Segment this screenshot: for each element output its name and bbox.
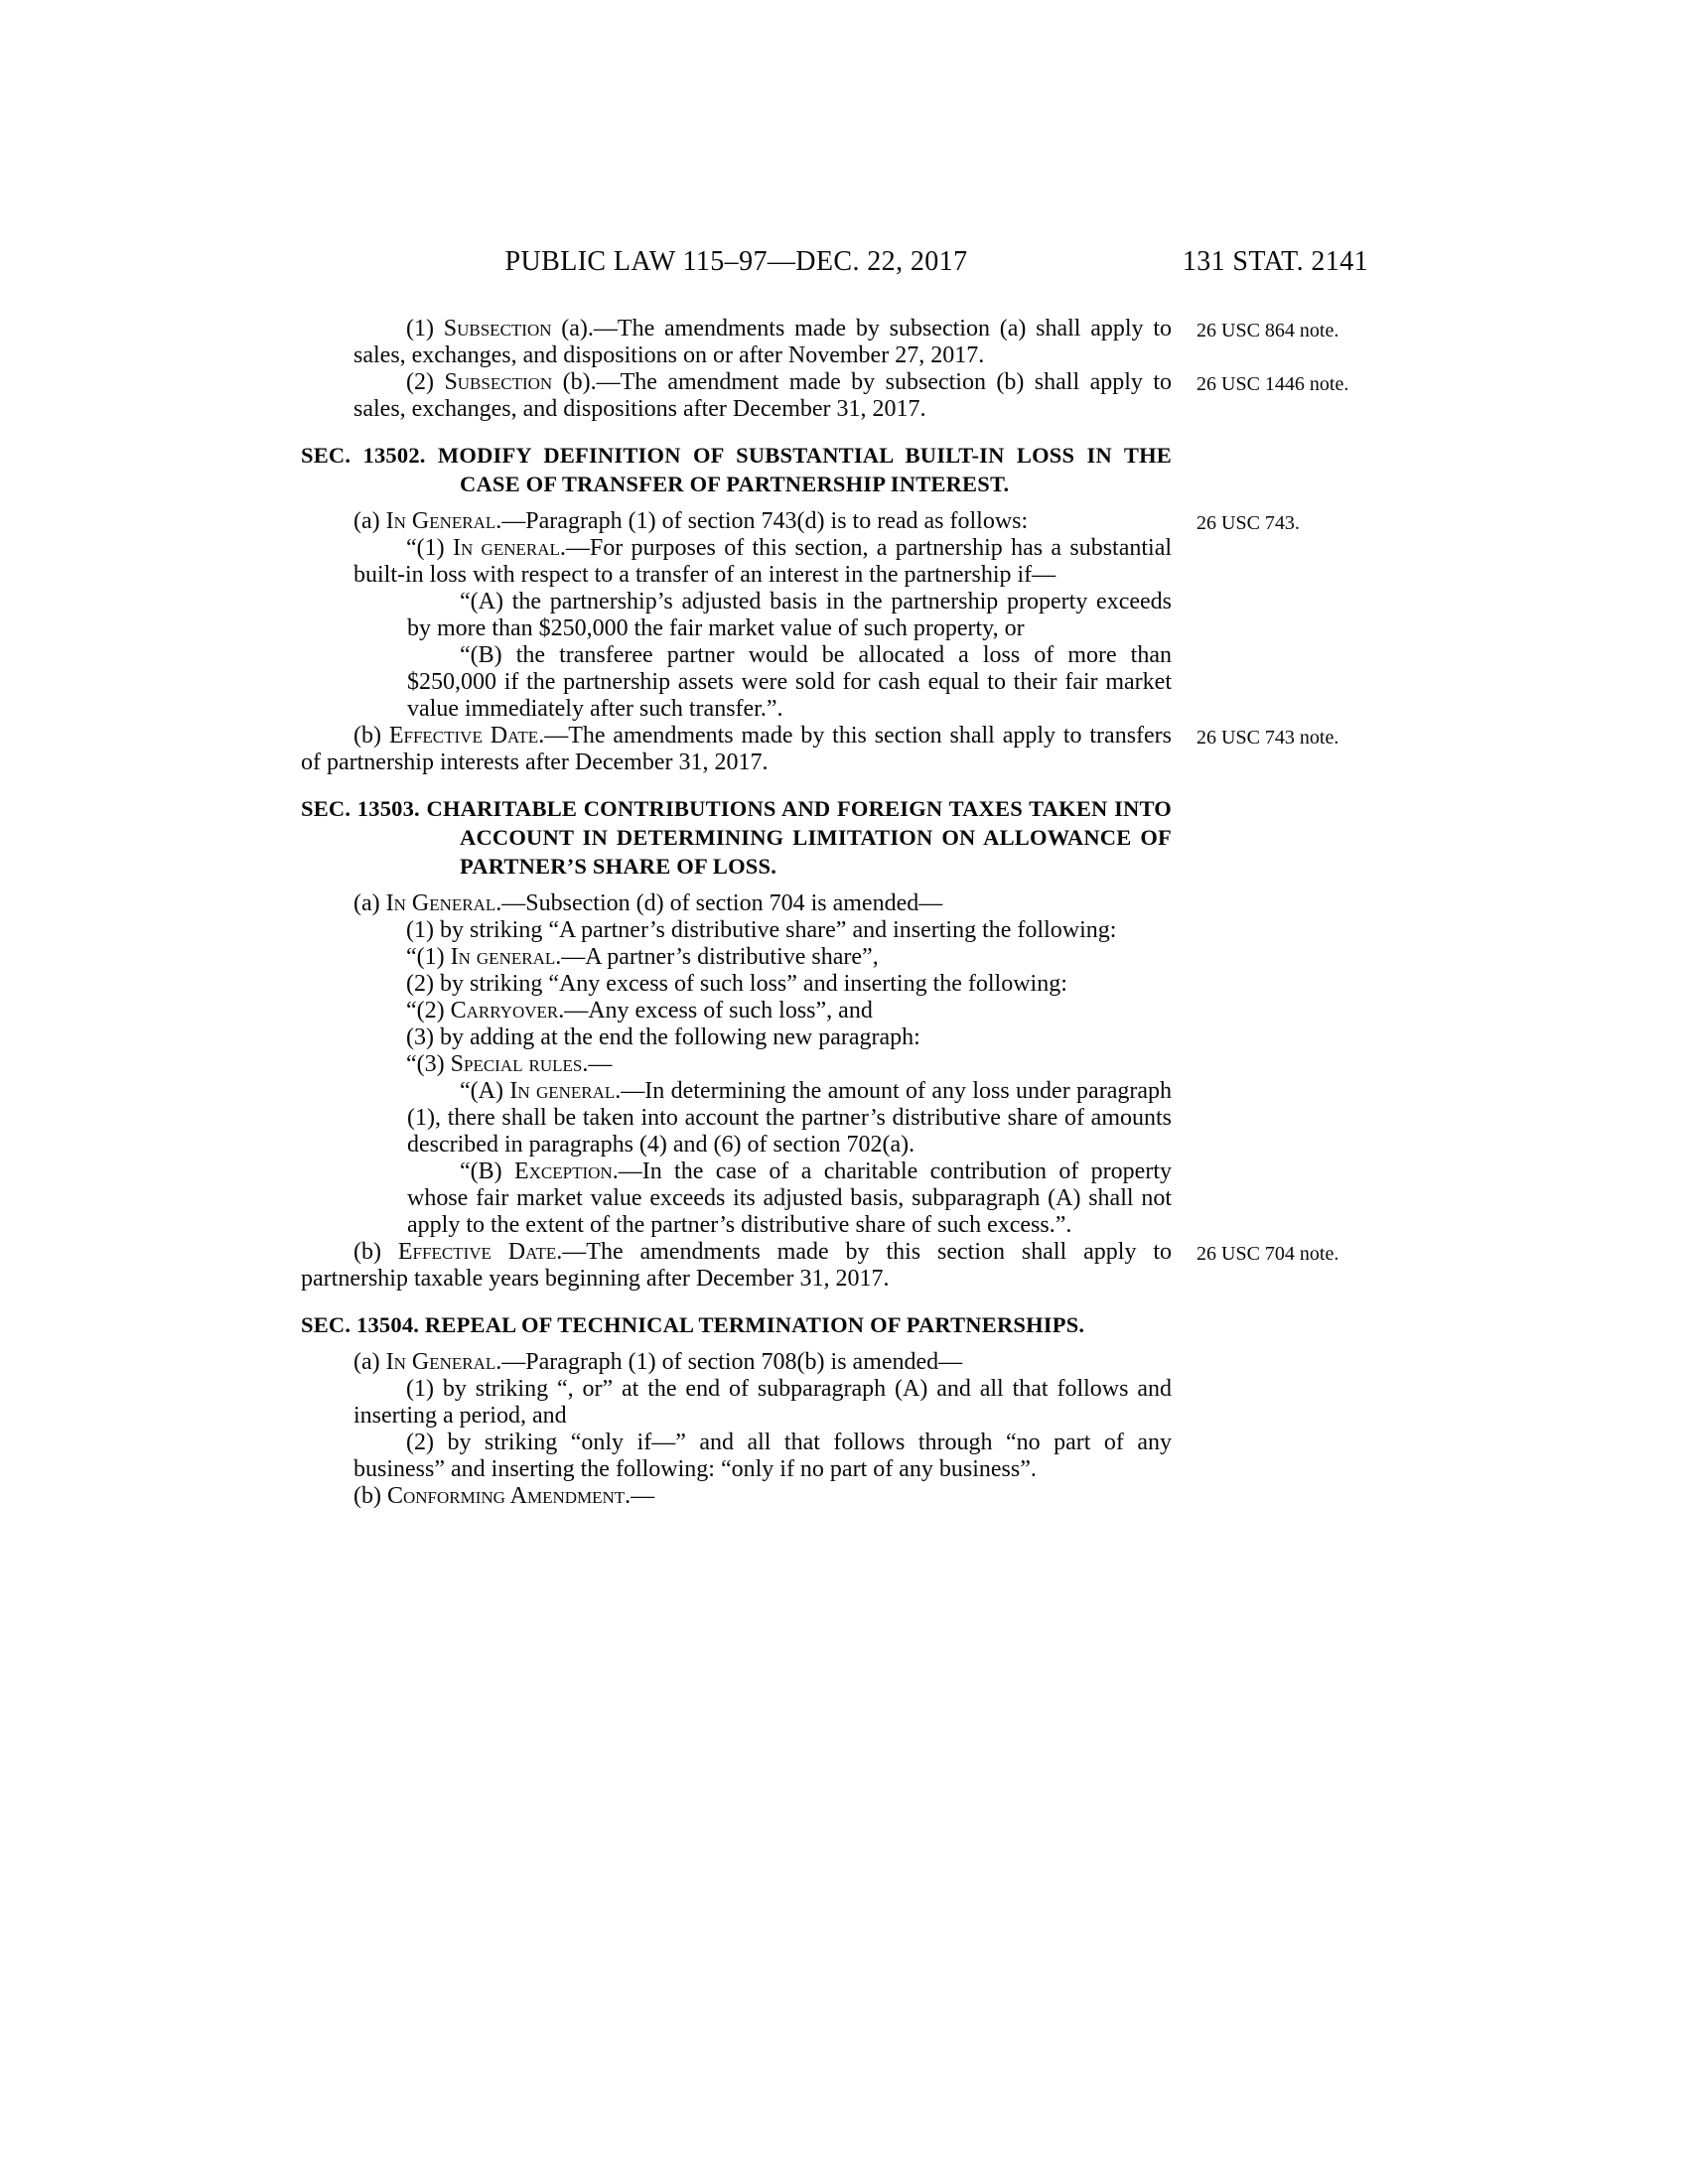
paragraph-text: .—In the case of a charitable contribution of property whose fair market value exceeds its adjusted basis, subparagraph (A) shall not apply to the extent of the partner’s distributive share of such excess.”. xyxy=(407,1159,1172,1238)
statute-paragraph xyxy=(301,1078,1172,1159)
paragraph-text: (a) xyxy=(353,890,386,916)
paragraph-text: .—Subsection (d) of section 704 is amended— xyxy=(495,890,943,916)
statute-paragraph xyxy=(301,723,1339,776)
small-caps-term: In General xyxy=(385,508,496,534)
statute-paragraph xyxy=(301,535,1172,589)
statute-paragraph xyxy=(301,1024,1172,1051)
paragraph-text: “(3) xyxy=(406,1051,451,1077)
paragraph-text: (2) by striking “Any excess of such loss” and inserting the following: xyxy=(406,971,1067,997)
running-header-title: PUBLIC LAW 115–97—DEC. 22, 2017 xyxy=(504,246,968,277)
statute-paragraph xyxy=(301,944,1172,971)
statute-paragraph xyxy=(301,589,1172,642)
paragraph-text: .—The amendments made by this section shall apply to partnership taxable years beginning after December 31, 2017. xyxy=(301,1239,1173,1292)
section-heading: SEC. 13503. CHARITABLE CONTRIBUTIONS AND FOREIGN TAXES TAKEN INTO ACCOUNT IN DETERMINING LIMITATION ON ALLOWANCE OF PARTNER’S SHARE OF LOSS. xyxy=(301,796,1172,879)
paragraph-text: “(1) xyxy=(406,535,453,561)
statute-paragraph xyxy=(301,1483,1172,1510)
paragraph-text: .—Paragraph (1) of section 708(b) is amended— xyxy=(495,1349,963,1375)
small-caps-term: Special rules xyxy=(450,1051,583,1077)
statute-paragraph xyxy=(301,890,1172,917)
statute-paragraph xyxy=(301,998,1172,1024)
paragraph-text: (1) by striking “A partner’s distributive share” and inserting the following: xyxy=(406,917,1117,943)
paragraph-text: (1) by striking “, or” at the end of subparagraph (A) and all that follows and inserting a period, and xyxy=(353,1376,1172,1429)
statute-paragraph xyxy=(301,508,1300,535)
paragraph-text: .—The amendments made by this section shall apply to transfers of partnership interests after December 31, 2017. xyxy=(301,723,1173,775)
section-heading: SEC. 13504. REPEAL OF TECHNICAL TERMINATION OF PARTNERSHIPS. xyxy=(301,1312,1085,1337)
small-caps-term: Effective Date xyxy=(388,723,539,749)
paragraph-text: “(B) the transferee partner would be allocated a loss of more than $250,000 if the partnership assets were sold for cash equal to their fair market value immediately after such transfer.”. xyxy=(407,642,1172,722)
statute-paragraph xyxy=(301,917,1172,944)
paragraph-text: “(B) xyxy=(460,1159,514,1184)
statute-paragraph xyxy=(301,642,1172,723)
statute-paragraph xyxy=(301,316,1339,369)
margin-note: 26 USC 743. xyxy=(1196,512,1300,534)
small-caps-term: Subsection xyxy=(444,369,553,395)
small-caps-term: Effective Date xyxy=(397,1239,557,1265)
small-caps-term: Exception xyxy=(514,1159,613,1184)
statute-paragraph xyxy=(301,1239,1339,1293)
paragraph-text: (b) xyxy=(353,723,389,749)
paragraph-text: (1) xyxy=(406,316,444,341)
paragraph-text: (a).—The amendments made by subsection (a) shall apply to sales, exchanges, and dispositions on or after November 27, 2017. xyxy=(353,316,1173,368)
paragraph-text: (b).—The amendment made by subsection (b) shall apply to sales, exchanges, and dispositions after December 31, 2017. xyxy=(353,369,1173,422)
small-caps-term: In General xyxy=(385,1349,496,1375)
paragraph-text: .— xyxy=(582,1051,613,1077)
margin-note: 26 USC 1446 note. xyxy=(1196,373,1349,395)
small-caps-term: Conforming Amendment xyxy=(386,1483,626,1509)
paragraph-text: .—Paragraph (1) of section 743(d) is to read as follows: xyxy=(495,508,1029,534)
paragraph-text: (2) by striking “only if—” and all that follows through “no part of any business” and inserting the following: “only if no part of any business”. xyxy=(353,1430,1172,1482)
paragraph-text: (a) xyxy=(353,1349,386,1375)
margin-note: 26 USC 743 note. xyxy=(1196,727,1339,749)
paragraph-text: .— xyxy=(625,1483,655,1509)
paragraph-text: .—In determining the amount of any loss under paragraph (1), there shall be taken into account the partner’s distributive share of amounts described in paragraphs (4) and (6) of section 702(a). xyxy=(407,1078,1172,1158)
paragraph-text: (b) xyxy=(353,1483,387,1509)
small-caps-term: In general xyxy=(452,535,560,561)
statute-paragraph xyxy=(301,1349,1172,1376)
stat-page-number: 131 STAT. 2141 xyxy=(1182,246,1368,277)
paragraph-text: .—For purposes of this section, a partnership has a substantial built-in loss with respect to a transfer of an interest in the partnership if— xyxy=(353,535,1173,588)
statute-paragraph xyxy=(301,1376,1172,1430)
statute-paragraph xyxy=(301,369,1349,423)
statute-paragraph xyxy=(301,971,1172,998)
small-caps-term: Subsection xyxy=(443,316,552,341)
small-caps-term: In general xyxy=(450,944,556,970)
section-heading: SEC. 13502. MODIFY DEFINITION OF SUBSTANTIAL BUILT-IN LOSS IN THE CASE OF TRANSFER OF PARTNERSHIP INTEREST. xyxy=(301,443,1172,496)
paragraph-text: “(1) xyxy=(406,944,451,970)
small-caps-term: In general xyxy=(509,1078,616,1104)
paragraph-text: (a) xyxy=(353,508,386,534)
statute-paragraph xyxy=(301,1159,1172,1239)
statute-paragraph xyxy=(301,1051,1172,1078)
paragraph-text: .—A partner’s distributive share”, xyxy=(555,944,879,970)
margin-note: 26 USC 864 note. xyxy=(1196,320,1339,341)
paragraph-text: “(A) the partnership’s adjusted basis in the partnership property exceeds by more than $250,000 the fair market value of such property, or xyxy=(407,589,1172,641)
document-body xyxy=(301,316,1349,1510)
paragraph-text: (3) by adding at the end the following new paragraph: xyxy=(406,1024,920,1050)
statute-paragraph xyxy=(301,1430,1172,1483)
paragraph-text: .—Any excess of such loss”, and xyxy=(558,998,873,1024)
margin-note: 26 USC 704 note. xyxy=(1196,1243,1339,1265)
small-caps-term: Carryover xyxy=(450,998,559,1024)
paragraph-text: “(A) xyxy=(460,1078,510,1104)
small-caps-term: In General xyxy=(385,890,496,916)
paragraph-text: (2) xyxy=(406,369,445,395)
paragraph-text: (b) xyxy=(353,1239,398,1265)
paragraph-text: “(2) xyxy=(406,998,451,1024)
